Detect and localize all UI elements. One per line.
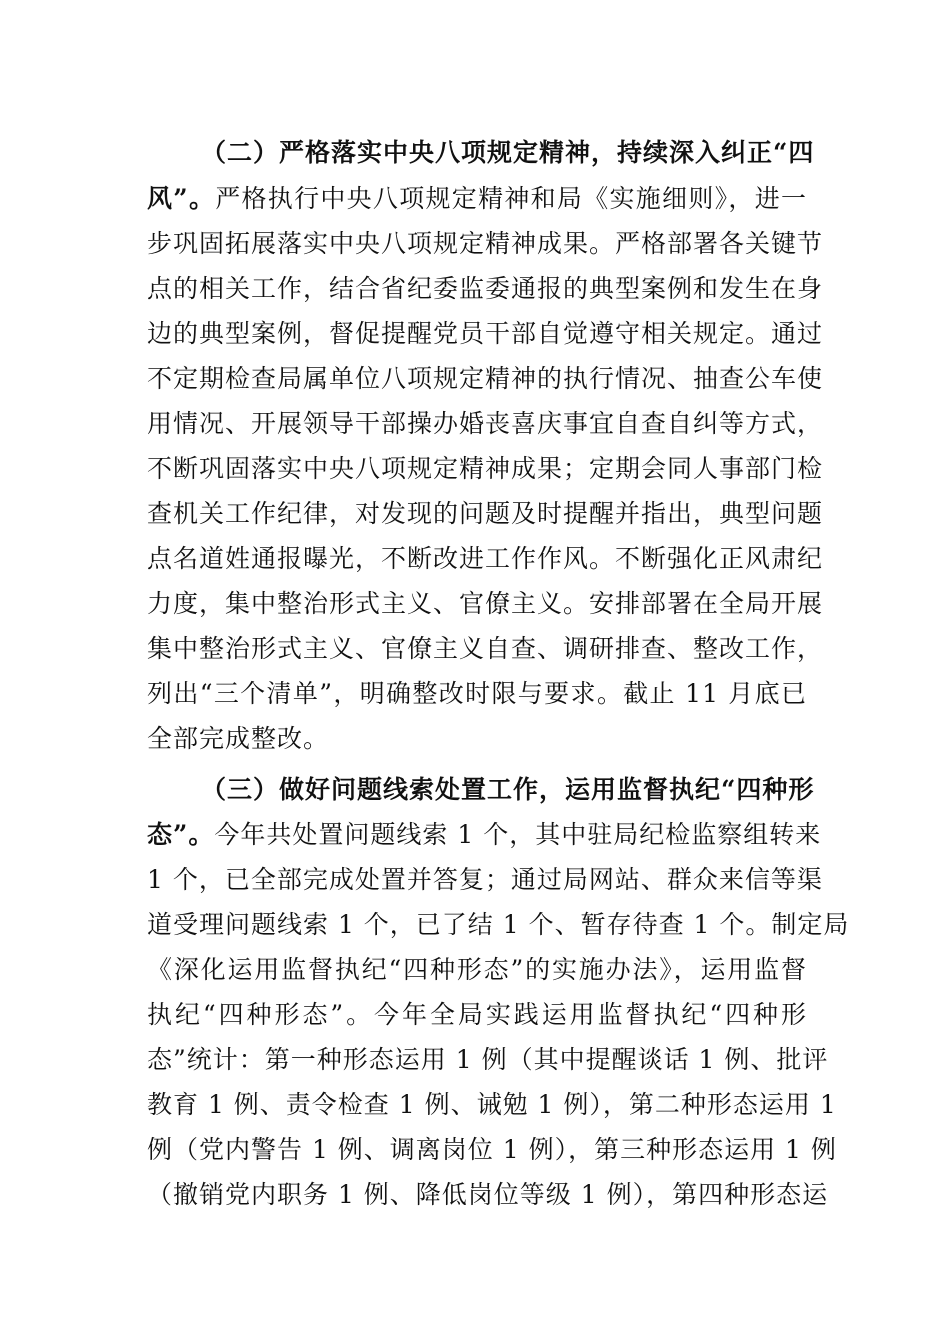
body-text: 集中整治形式主义、官僚主义自查、调研排查、整改工作， bbox=[147, 634, 824, 663]
body-text: 今年共处置问题线索 1 个，其中驻局纪检监察组转来 bbox=[214, 820, 822, 849]
body-text: （撤销党内职务 1 例、降低岗位等级 1 例），第四种形态运 bbox=[147, 1180, 829, 1209]
paragraph-line bbox=[147, 491, 824, 537]
paragraph-line bbox=[147, 1037, 829, 1083]
paragraph-line bbox=[147, 176, 807, 222]
body-text: 态”统计：第一种形态运用 1 例（其中提醒谈话 1 例、批评 bbox=[147, 1045, 829, 1074]
body-text: 道受理问题线索 1 个，已了结 1 个、暂存待查 1 个。制定局 bbox=[147, 910, 850, 939]
section-3-heading-line-1 bbox=[201, 767, 815, 813]
paragraph-line bbox=[147, 356, 824, 402]
section-heading: 风”。 bbox=[147, 184, 216, 213]
paragraph-line bbox=[147, 311, 824, 357]
paragraph-line bbox=[147, 1172, 829, 1218]
paragraph-line bbox=[147, 857, 823, 903]
paragraph-line bbox=[147, 947, 807, 993]
body-text: 执纪“四种形态”。今年全局实践运用监督执纪“四种形 bbox=[147, 1000, 807, 1029]
body-text: 严格执行中央八项规定精神和局《实施细则》，进一 bbox=[215, 184, 807, 213]
body-text: 力度，集中整治形式主义、官僚主义。安排部署在全局开展 bbox=[147, 589, 824, 618]
body-text: 《深化运用监督执纪“四种形态”的实施办法》，运用监督 bbox=[147, 955, 807, 984]
paragraph-line bbox=[147, 446, 824, 492]
body-text: 点的相关工作，结合省纪委监委通报的典型案例和发生在身 bbox=[147, 274, 824, 303]
section-heading: 态”。 bbox=[147, 820, 215, 849]
section-2-heading-line-1 bbox=[201, 130, 815, 176]
paragraph-line bbox=[147, 812, 822, 858]
body-text: 边的典型案例，督促提醒党员干部自觉遵守相关规定。通过 bbox=[147, 319, 824, 348]
paragraph-line bbox=[147, 671, 807, 717]
body-text: 用情况、开展领导干部操办婚丧喜庆事宜自查自纠等方式， bbox=[147, 409, 824, 438]
body-text: 查机关工作纪律，对发现的问题及时提醒并指出，典型问题 bbox=[147, 499, 824, 528]
body-text: 1 个，已全部完成处置并答复；通过局网站、群众来信等渠 bbox=[147, 865, 823, 894]
section-heading: （三）做好问题线索处置工作，运用监督执纪“四种形 bbox=[201, 775, 815, 804]
body-text: 点名道姓通报曝光，不断改进工作作风。不断强化正风肃纪 bbox=[147, 544, 824, 573]
body-text: 不断巩固落实中央八项规定精神成果；定期会同人事部门检 bbox=[147, 454, 824, 483]
paragraph-line bbox=[147, 1082, 837, 1128]
paragraph-line bbox=[147, 581, 824, 627]
body-text: 步巩固拓展落实中央八项规定精神成果。严格部署各关键节 bbox=[147, 229, 824, 258]
paragraph-line bbox=[147, 902, 850, 948]
paragraph-line bbox=[147, 626, 824, 672]
section-heading: （二）严格落实中央八项规定精神，持续深入纠正“四 bbox=[201, 138, 815, 167]
body-text: 不定期检查局属单位八项规定精神的执行情况、抽查公车使 bbox=[147, 364, 824, 393]
paragraph-line bbox=[147, 266, 824, 312]
paragraph-line bbox=[147, 1127, 837, 1173]
paragraph-line bbox=[147, 221, 824, 267]
body-text: 例（党内警告 1 例、调离岗位 1 例），第三种形态运用 1 例 bbox=[147, 1135, 837, 1164]
paragraph-line bbox=[147, 716, 807, 762]
body-text: 全部完成整改。 bbox=[147, 724, 330, 753]
body-text: 列出“三个清单”，明确整改时限与要求。截止 11 月底已 bbox=[147, 679, 807, 708]
paragraph-line bbox=[147, 536, 824, 582]
body-text: 教育 1 例、责令检查 1 例、诫勉 1 例），第二种形态运用 1 bbox=[147, 1090, 837, 1119]
paragraph-line bbox=[147, 401, 824, 447]
paragraph-line bbox=[147, 992, 807, 1038]
